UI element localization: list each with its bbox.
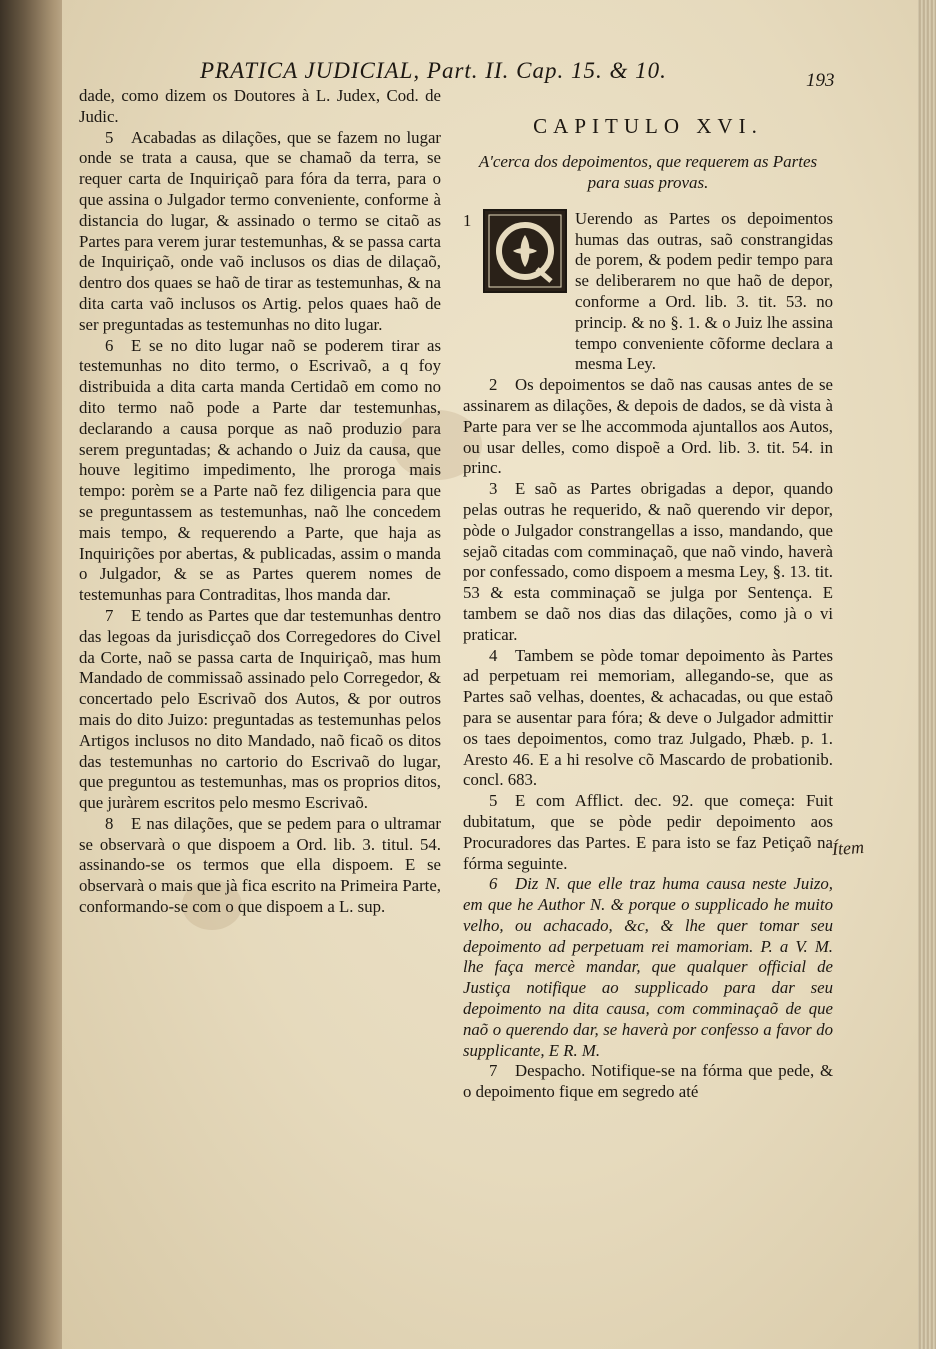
ornamental-initial-icon <box>483 209 567 293</box>
running-title: PRATICA JUDICIAL, Part. II. Cap. 15. & 10. <box>200 58 667 83</box>
paragraph: 2 Os depoimentos se daõ nas causas antes de se assinarem as dilações, & depois de dados, se dà vista à Parte para ver se lhe accommoda ajuntallos aos Autos, ou usar delles, como dispoẽ a Ord. lib. 3. tit. 54. in princ. <box>463 375 833 478</box>
paragraph: 5 E com Afflict. dec. 92. que começa: Fuit dubitatum, que se pòde pedir depoimento aos Procuradores das Partes. E para isto se faz Petiçaõ na fórma seguinte. <box>463 791 833 873</box>
page-edges <box>918 0 936 1349</box>
paragraph: 5 Acabadas as dilações, que se fazem no lugar onde se trata a causa, que se chamaõ da terra, se requer carta de Inquiriçaõ para fóra da terra, para o que assina o Julgador termo conveniente, conforme à distancia do lugar, & assinado o termo se citaõ as Partes para verem jurar testemunhas, & se passa carta de Inquiriçaõ, onde vaõ inclusos os dias de dilaçaõ, dentro dos quaes se haõ de tirar as testemunhas, & na dita carta vaõ inclusos os Artig. pelos quaes haõ de ser preguntadas as testemunhas no dito lugar. <box>79 127 441 334</box>
right-column <box>463 110 833 1103</box>
book-gutter <box>0 0 70 1349</box>
paragraph: 4 Tambem se pòde tomar depoimento às Partes ad perpetuam rei memoriam, allegando-se, que as Partes saõ velhas, doentes, & achacadas, ou que estaõ para se ausentar para fóra; & deve o Julgador admittir os taes depoimentos, como traz Julgado, Phæb. p. 1. Aresto 46. E a hi resolve cõ Mascardo de probationib. concl. 683. <box>463 645 833 790</box>
page-number: 193 <box>806 70 835 91</box>
paragraph-text: Uerendo as Partes os depoimentos humas das outras, saõ constrangidas de porem, & podem pedir tempo para se deliberarem no que haõ de depor, conforme a Ord. lib. 3. tit. 53. no princip. & no §. 1. & o Juiz lhe assina tempo conveniente cõforme declara a mesma Ley. <box>575 208 833 374</box>
left-column <box>79 86 441 918</box>
paragraph: 7 Despacho. Notifique-se na fórma que pede, & o depoimento fique em segredo até <box>463 1061 833 1102</box>
opening-paragraph <box>463 209 833 375</box>
paragraph-number: 1 <box>463 210 472 230</box>
paragraph-petition: 6 Diz N. que elle traz huma causa neste Juizo, em que he Author N. & porque o supplicado he muito velho, ou achacado, &c, & lhe quer tomar seu depoimento ad perpetuam rei mamoriam. P. a V. M. lhe faça mercè mandar, que qualquer official de Justiça notifique ao supplicado para dar seu depoimento na dita causa, com comminaçaõ de que naõ o querendo dar, se haverà por confesso a favor do supplicante, E R. M. <box>463 874 833 1060</box>
lead-text: dade, como dizem os Doutores à L. Judex, Cod. de Judic. <box>79 86 441 126</box>
chapter-subtitle: A'cerca dos depoimentos, que requerem as Partes para suas provas. <box>478 151 818 192</box>
paragraph: 6 E se no dito lugar naõ se poderem tirar as testemunhas no dito termo, o Escrivaõ, a q foy distribuida a dita carta manda Certidaõ em como no dito termo naõ pode a Parte dar testemunhas, declarando a causa porque as naõ produzio para serem preguntadas; & achando o Juiz da causa, que houve legitimo impedimento, lhe proroga mais tempo: porèm se a Parte naõ fez diligencia para que se preguntassem as testemunhas, naõ lhe concedem mais tempo, & requerendo a Parte, que haja as Inquirições por abertas, & publicadas, assim o manda o Julgador, & se as Partes querem nomes de testemunhas para Contraditas, lhos manda dar. <box>79 335 441 605</box>
paragraph: 3 E saõ as Partes obrigadas a depor, quando pelas outras he requerido, & naõ querendo vir depor, pòde o Julgador constrangellas a isso, mandando, que sejaõ citadas com comminaçaõ, que naõ vindo, haverà por confessado, como dispoem a mesma Ley, §. 13. tit. 53 & esta comminaçaõ se julga por Sentença. E tambem se daõ nos dias das dilações, como jà o vi praticar. <box>463 479 833 644</box>
paragraph: 8 E nas dilações, que se pedem para o ultramar se observarà o que dispoem a Ord. lib. 3. titul. 54. assinando-se os termos que ella dispoem. E se observarà o mais que jà fica escrito na Primeira Parte, conformando-se com o que dispoem a L. sup. <box>79 813 441 917</box>
running-header <box>140 56 840 90</box>
handwritten-margin-note: Ítem <box>831 836 865 860</box>
paragraph: 7 E tendo as Partes que dar testemunhas dentro das legoas da jurisdicçaõ dos Corregedores do Civel da Corte, naõ se passa carta de Inquiriçaõ, mas hum Mandado de commissaõ assinado pelo Corregedor, & concertado pelo Escrivaõ dos Autos, & por outros mais do dito Juizo: preguntadas as testemunhas pelos Artigos inclusos no dito Mandado, naõ ficaõ os ditos das testemunhas no cartorio do Escrivaõ do lugar, que preguntou as testemunhas, mas os proprios ditos, que juràrem escritos pelo mesmo Escrivaõ. <box>79 605 441 813</box>
chapter-title: CAPITULO XVI. <box>533 114 763 138</box>
